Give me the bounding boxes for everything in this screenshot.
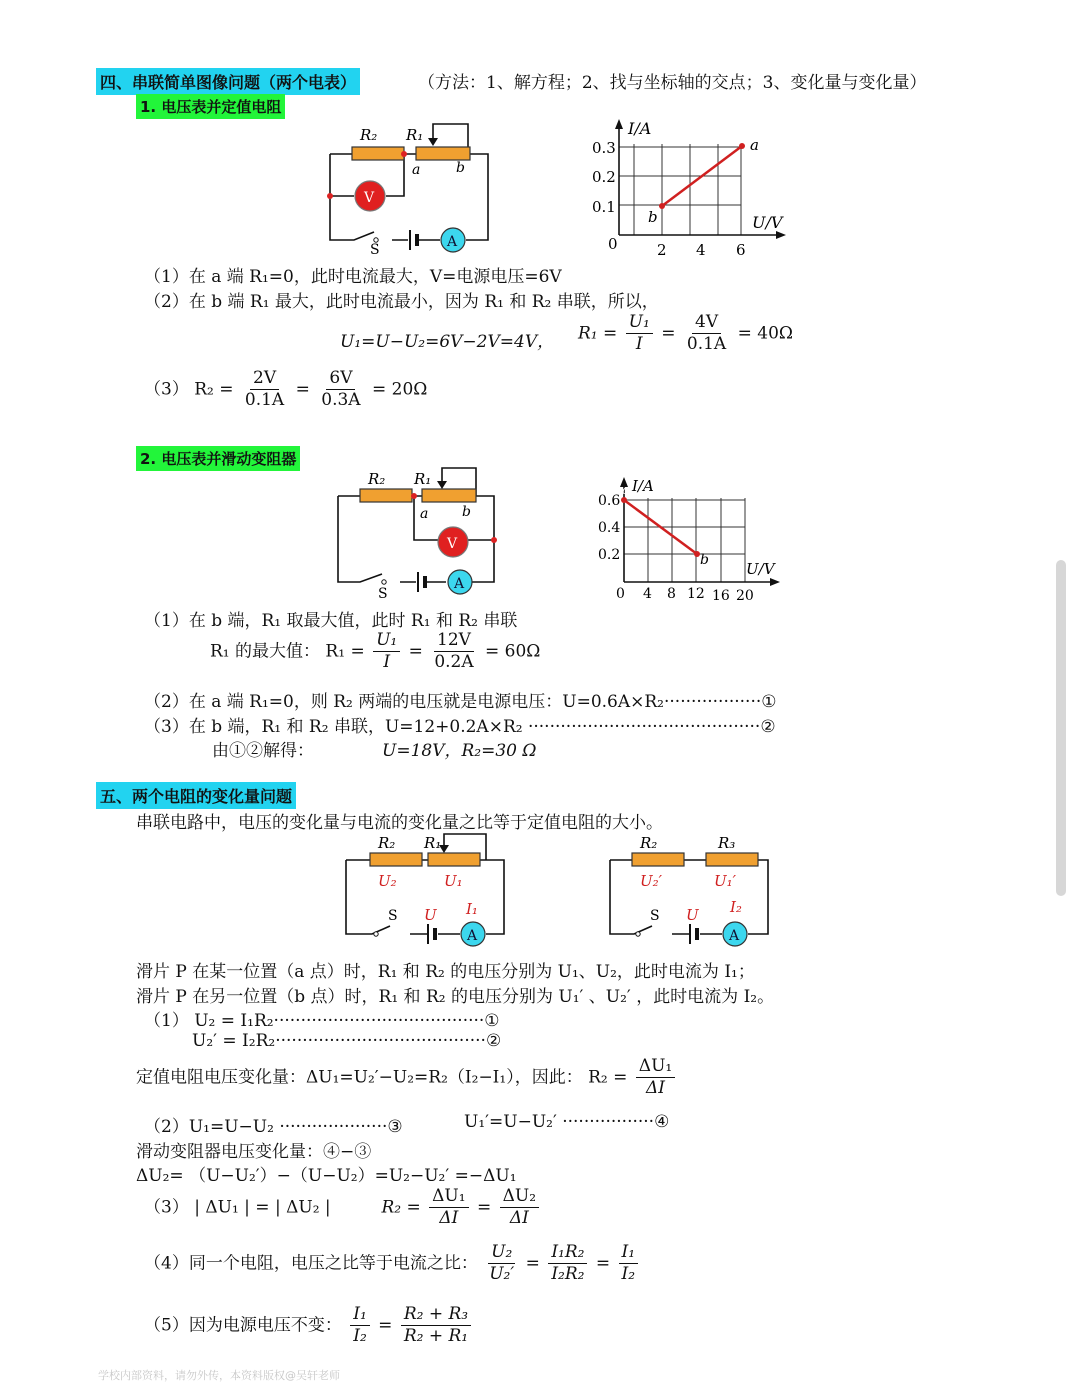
- part2-title: 2. 电压表并滑动变阻器: [136, 446, 300, 471]
- g1-ylabel: I/A: [628, 119, 652, 138]
- g2-xtick: 16: [712, 588, 730, 604]
- p1-line-2: （2）在 b 端 R₁ 最大，此时电流最小，因为 R₁ 和 R₂ 串联，所以，: [144, 292, 659, 312]
- p2-line-5a: 由①②解得：: [212, 741, 314, 761]
- circuit-diagram-4: [602, 828, 782, 950]
- c1-switch-label: S: [370, 242, 380, 256]
- g2-xtick: 4: [643, 586, 652, 602]
- p2-r1-equation: R₁ 的最大值： R₁ = $\frac{\text{U₁}}{I}$ = $\frac{12V}{0.2A}$ = 60Ω: [210, 630, 541, 673]
- g1-ytick: 0.2: [592, 168, 616, 186]
- s5-e4a: （2）U₁=U−U₂ ····················③: [144, 1117, 403, 1137]
- c4-u-label: U: [686, 906, 699, 924]
- c1-r2-label: R₂: [360, 126, 378, 144]
- g1-xtick: 6: [736, 241, 746, 259]
- circuit-diagram-2: [330, 464, 510, 602]
- s5-e4b: U₁′=U−U₂′ ·················④: [464, 1112, 670, 1132]
- c2-r1-label: R₁: [414, 470, 432, 488]
- circuit-diagram-1: [320, 118, 500, 256]
- g1-ytick: 0.1: [592, 198, 616, 216]
- g1-xtick: 0: [608, 235, 618, 253]
- c4-u2-label: U₂′: [640, 872, 663, 890]
- g1-xtick: 2: [657, 241, 667, 259]
- c4-switch-label: S: [650, 908, 660, 924]
- section4-method: （方法：1、解方程；2、找与坐标轴的交点；3、变化量与变化量）: [418, 73, 927, 93]
- footer-watermark: 学校内部资料，请勿外传，本资料版权@吴轩老师: [98, 1369, 340, 1382]
- s5-e6: ΔU₂= （U−U₂′）−（U−U₂）=U₂−U₂′ =−ΔU₁: [136, 1166, 517, 1186]
- c1-b-label: b: [456, 160, 465, 176]
- s5-e9: （5）因为电源电压不变： $\frac{\text{I₁}}{\text{I₂}}$ = $\frac{\text{R₂ + R₃}}{\text{R₂ + R₁}}$: [144, 1304, 474, 1348]
- c2-a-label: a: [420, 506, 429, 522]
- c4-ammeter: A: [729, 928, 740, 944]
- c3-u2-label: U₂: [378, 872, 397, 890]
- c4-i-label: I₂: [730, 898, 742, 916]
- g2-point-b: b: [700, 552, 709, 568]
- g1-xlabel: U/V: [752, 213, 783, 232]
- c3-i-label: I₁: [466, 900, 478, 918]
- c3-u1-label: U₁: [444, 872, 463, 890]
- s5-e5: 滑动变阻器电压变化量：④−③: [136, 1142, 372, 1162]
- g2-xtick: 20: [736, 588, 754, 604]
- s5-e1: （1） U₂ = I₁R₂·······································①: [144, 1011, 500, 1031]
- c2-b-label: b: [462, 504, 471, 520]
- c2-voltmeter: V: [447, 536, 458, 552]
- p2-line-3: （2）在 a 端 R₁=0，则 R₂ 两端的电压就是电源电压：U=0.6A×R₂··················①: [144, 692, 777, 712]
- g2-ytick: 0.2: [598, 547, 621, 563]
- c1-r1-label: R₁: [406, 126, 424, 144]
- c3-u-label: U: [424, 906, 437, 924]
- section5-intro: 串联电路中，电压的变化量与电流的变化量之比等于定值电阻的大小。: [136, 813, 663, 833]
- c4-r3-label: R₃: [718, 834, 736, 852]
- p2-line-4: （3）在 b 端，R₁ 和 R₂ 串联，U=12+0.2A×R₂ ···········································②: [144, 717, 776, 737]
- g2-xtick: 8: [667, 586, 676, 602]
- g1-ytick: 0.3: [592, 139, 616, 157]
- g2-xtick: 12: [687, 586, 705, 602]
- section5-title: 五、两个电阻的变化量问题: [96, 782, 296, 809]
- scrollbar[interactable]: [1056, 560, 1066, 896]
- graph-2: [594, 474, 794, 606]
- circuit-diagram-3: [338, 828, 518, 950]
- c3-r1-label: R₁: [424, 834, 442, 852]
- p1-line-3: U₁=U−U₂=6V−2V=4V，: [340, 332, 555, 352]
- p1-r2-equation: （3） R₂ = $\frac{2V}{0.1A}$ = $\frac{6V}{0.3A}$ = 20Ω: [144, 368, 428, 411]
- c3-ammeter: A: [467, 928, 478, 944]
- s5-p2: 滑片 P 在另一位置（b 点）时，R₁ 和 R₂ 的电压分别为 U₁′ 、U₂′ ，此时电流为 I₂。: [136, 987, 775, 1007]
- p1-r1-equation: R₁ = $\frac{\text{U₁}}{I}$ = $\frac{4V}{0.1A}$ = 40Ω: [578, 312, 793, 355]
- g2-xlabel: U/V: [746, 560, 775, 578]
- c4-u1-label: U₁′: [714, 872, 737, 890]
- g2-ytick: 0.6: [598, 493, 621, 509]
- g2-ylabel: I/A: [632, 477, 654, 495]
- s5-p1: 滑片 P 在某一位置（a 点）时，R₁ 和 R₂ 的电压分别为 U₁、U₂，此时电流为 I₁；: [136, 962, 755, 982]
- c4-r2-label: R₂: [640, 834, 658, 852]
- part1-title: 1. 电压表并定值电阻: [136, 94, 285, 119]
- g1-xtick: 4: [696, 241, 706, 259]
- g2-xtick: 0: [616, 586, 625, 602]
- c1-a-label: a: [412, 162, 421, 178]
- p2-line-1: （1）在 b 端，R₁ 取最大值，此时 R₁ 和 R₂ 串联: [144, 611, 518, 631]
- g2-point-a: a: [622, 483, 630, 498]
- c2-r2-label: R₂: [368, 470, 386, 488]
- graph-1: [588, 116, 798, 262]
- c1-ammeter: A: [447, 234, 458, 250]
- c2-ammeter: A: [454, 576, 465, 592]
- p1-line-1: （1）在 a 端 R₁=0，此时电流最大，V=电源电压=6V: [144, 267, 562, 287]
- g1-point-b: b: [648, 208, 658, 226]
- s5-e2: U₂′ = I₂R₂·······································②: [192, 1031, 502, 1051]
- g1-point-a: a: [750, 136, 759, 154]
- c1-voltmeter: V: [364, 190, 375, 206]
- c3-r2-label: R₂: [378, 834, 396, 852]
- p2-line-5b: U=18V，R₂=30 Ω: [382, 741, 537, 761]
- g2-ytick: 0.4: [598, 520, 621, 536]
- s5-e8: （4）同一个电阻，电压之比等于电流之比： $\frac{\text{U₂}}{\text{U₂′}}$ = $\frac{\text{I₁R₂}}{\text{I₂R₂}}$ = $\frac{\text{I₁}}{\text{I₂}}$: [144, 1242, 641, 1286]
- s5-e7: （3） | ΔU₁ | = | ΔU₂ | R₂ = $\frac{\text{ΔU₁}}{\Delta I}$ = $\frac{\text{ΔU₂}}{\Delta I}$: [144, 1186, 542, 1230]
- section4-title: 四、串联简单图像问题（两个电表）: [96, 68, 360, 95]
- c2-switch-label: S: [378, 586, 388, 602]
- s5-e3: 定值电阻电压变化量：ΔU₁=U₂′−U₂=R₂（I₂−I₁），因此： R₂ = $\frac{\text{ΔU₁}}{\Delta I}$: [136, 1056, 678, 1100]
- c3-switch-label: S: [388, 908, 398, 924]
